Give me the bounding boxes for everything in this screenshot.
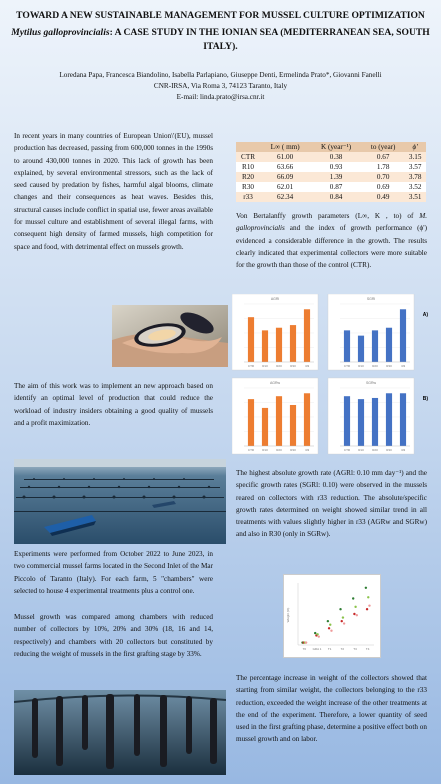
bar [276, 328, 282, 362]
table-row [236, 182, 426, 192]
table-row [236, 172, 426, 182]
table-row [236, 152, 426, 162]
x-tick-label: T2 [340, 647, 345, 651]
table-cell: 0.67 [376, 153, 390, 161]
vonb-species: M. galloprovincialis [236, 212, 427, 233]
x-tick-label: R10 [262, 364, 268, 368]
table-cell: 62.34 [277, 193, 294, 201]
bar-chart-sgrl [328, 294, 414, 370]
scatter-point [354, 606, 356, 608]
bar [344, 330, 350, 362]
scatter-point [365, 587, 367, 589]
x-tick-label: CTR [343, 364, 351, 368]
table-cell: 0.87 [329, 183, 343, 191]
bar [400, 309, 406, 362]
x-tick-label: r33 [304, 364, 310, 368]
scatter-point [305, 641, 307, 643]
weight-scatter-chart [283, 574, 381, 658]
scatter-point [352, 597, 354, 599]
x-tick-label: T1 [327, 647, 332, 651]
x-tick-label: R20 [372, 448, 378, 452]
x-tick-label: T3 [353, 647, 357, 651]
x-tick-label: R30 [386, 448, 392, 452]
mussel-farm-photo [14, 459, 226, 544]
bar [372, 398, 378, 446]
bar [248, 317, 254, 362]
bar [386, 393, 392, 446]
table-header-cell [236, 142, 260, 152]
table-header-cell: L∞ ( mm) [270, 143, 300, 151]
x-tick-label: r33 [400, 448, 406, 452]
bar-chart-agrw [232, 378, 318, 454]
affiliation: CNR-IRSA, Via Roma 3, 74123 Taranto, Italy [153, 82, 288, 90]
scatter-point [330, 629, 332, 631]
table-cell: R30 [242, 183, 255, 191]
methods-paragraph-1: Experiments were performed from October 2022 to June 2023, in two commercial mussel farms located in the Second Inlet of the Mar Piccolo of Taranto (Italy). For each farm, 5 "chambers" were selected to house 4 experimental treatments plus a control one. [14, 550, 213, 595]
scatter-point [327, 620, 329, 622]
x-tick-label: T4 [365, 647, 370, 651]
bar [304, 309, 310, 362]
growth-rate-charts [232, 294, 432, 462]
table-cell: 3.51 [408, 193, 422, 201]
bar [358, 336, 364, 362]
bar [290, 405, 296, 446]
table-cell: 3.57 [408, 163, 422, 171]
table-cell: R20 [242, 173, 255, 181]
table-cell: 3.52 [408, 183, 422, 191]
farm-sea-image [14, 459, 226, 544]
x-tick-label: CTR [247, 364, 255, 368]
panel-label: B) [422, 396, 428, 402]
poster-title-line1: TOWARD A NEW SUSTAINABLE MANAGEMENT FOR MUSSEL CULTURE OPTIMIZATION [16, 10, 425, 21]
title-rest: : A CASE STUDY IN THE IONIAN SEA (MEDITERRANEAN SEA, SOUTH ITALY). [109, 27, 430, 52]
authors: Loredana Papa, Francesca Biandolino, Isabella Parlapiano, Giuseppe Denti, Ermelinda Prato*, Giovanni Fanelli [59, 71, 382, 79]
table-cell: 61.00 [277, 153, 294, 161]
bar [344, 396, 350, 446]
table-cell: 0.93 [329, 163, 343, 171]
bar [358, 399, 364, 446]
x-tick-label: r33 [400, 364, 406, 368]
table-cell: 66.09 [277, 173, 294, 181]
scatter-point [339, 608, 341, 610]
table-cell: 0.49 [376, 193, 390, 201]
x-tick-label: R30 [290, 364, 296, 368]
bar [290, 325, 296, 362]
table-cell: 0.69 [376, 183, 390, 191]
scatter-point [356, 614, 358, 616]
table-header-cell: ϕ' [412, 143, 418, 151]
bar-chart-sgrw [328, 378, 414, 454]
bar [304, 393, 310, 446]
author-block [10, 70, 431, 103]
x-tick-label: GRA 1 [312, 647, 322, 651]
intro-paragraph: In recent years in many countries of European Union\'(EU), mussel production has decreased, passing from 600,000 tonnes in the 1990s to around 430,000 tonnes in 2020. This lack of growth has been explained, by several environmental stressors, such as the lack of seed caused by predation by fishes, harmful algal blooms, climate changes and their consequences as heat waves. Besides this, structural causes include conflict in spatial use, fewer areas available for mussel culture and establishment of several illegal farms, with consequent high density of farmed mussels, high competition for space and food, with detrimental effect on mussels growth. [14, 132, 213, 251]
scatter-point [367, 596, 369, 598]
vonb-text-post: and the index of growth performance (ϕ') evidenced a considerable difference in the growth. The results clearly indicated that experimental collectors were more suitable for the growth than those of the control (CTR). [236, 224, 427, 270]
scatter-point [314, 632, 316, 634]
table-cell: 0.38 [329, 153, 343, 161]
x-tick-label: CTR [343, 448, 351, 452]
agr-paragraph: The highest absolute growth rate (AGRl: 0.10 mm day⁻¹) and the specific growth rates (SGRl: 0.10) were observed in the mussels reared on collectors with r33 reduction. The absolute/specific growth rates determined on weight showed similar trend in all treatments with values slightly higher in r33 (AGRw and SGRw) and also in R30 (only in SGRw). [236, 469, 427, 539]
x-tick-label: r33 [304, 448, 310, 452]
table-cell: R10 [242, 163, 255, 171]
table-cell: 3.15 [408, 153, 422, 161]
table-cell: 0.84 [329, 193, 343, 201]
scatter-point [328, 627, 330, 629]
poster-title-line2 [10, 26, 431, 54]
underwater-collectors-photo [14, 690, 226, 775]
table-cell: 1.78 [376, 163, 390, 171]
x-tick-label: R10 [358, 448, 364, 452]
percentage-paragraph: The percentage increase in weight of the collectors showed that starting from similar weight, the collectors belonging to the r33 reduction, exceeded the weight increase of the other treatments at the end of the experiment. Therefore, a lower quantity of seed used in the first grafting phase, determine a positive effect both on mussel growth and on labor. [236, 674, 427, 744]
panel-label: A) [422, 312, 428, 318]
x-tick-label: R10 [262, 448, 268, 452]
table-cell: 1.39 [329, 173, 343, 181]
bar-chart-agrl [232, 294, 318, 370]
scatter-point [353, 613, 355, 615]
bar [262, 330, 268, 362]
table-cell: CTR [241, 153, 256, 161]
table-header-cell: to (year) [370, 143, 396, 151]
table-cell: r33 [243, 193, 253, 201]
chart-title: SGRw [365, 381, 377, 385]
weight-scatter-svg [284, 575, 380, 657]
methods-paragraph-2: Mussel growth was compared among chambers with reduced number of collectors by 10%, 20% and 30% (18, 16 and 14, respectively) and chambers with 20 collectors but constituted by reducing the weight of mussels in the first grafting stage by 33%. [14, 613, 213, 658]
bar [276, 396, 282, 446]
y-axis-label: Weight (%) [286, 607, 290, 623]
bar [262, 408, 268, 446]
scatter-point [329, 624, 331, 626]
scatter-point [342, 616, 344, 618]
x-tick-label: CTR [247, 448, 255, 452]
bar [400, 393, 406, 446]
mussel-hand-photo [112, 305, 228, 367]
growth-rate-chart-svg [232, 294, 432, 462]
table-cell: 3.78 [408, 173, 422, 181]
table-cell: 62.01 [277, 183, 294, 191]
x-tick-label: R20 [276, 364, 282, 368]
mussel-hand-image [112, 305, 228, 367]
chart-title: AGRw [269, 381, 281, 385]
x-tick-label: R30 [290, 448, 296, 452]
title-species: Mytilus galloprovincialis [11, 27, 110, 38]
bar [386, 328, 392, 362]
underwater-image [14, 690, 226, 775]
chart-title: AGRl [270, 297, 280, 301]
x-tick-label: R20 [276, 448, 282, 452]
scatter-point [343, 622, 345, 624]
bar [372, 330, 378, 362]
growth-parameter-table [236, 142, 426, 202]
scatter-point [341, 620, 343, 622]
table-row [236, 192, 426, 202]
vonb-table [236, 142, 426, 202]
aim-paragraph: The aim of this work was to implement an new approach based on identify an optimal level of production that could reduce the workload of industry insiders obtaining a good quality of mussels and a profit maximization. [14, 382, 213, 427]
x-tick-label: R10 [358, 364, 364, 368]
vonb-paragraph [236, 210, 427, 271]
x-tick-label: R30 [386, 364, 392, 368]
email: E-mail: linda.prato@irsa.cnr.it [176, 93, 265, 101]
table-header-row [236, 142, 426, 152]
scatter-point [318, 635, 320, 637]
table-row [236, 162, 426, 172]
x-tick-label: R20 [372, 364, 378, 368]
table-header-cell: K (year⁻¹) [321, 143, 352, 151]
scatter-point [316, 633, 318, 635]
vonb-text-pre: Von Bertalanffy growth parameters (L∞, K , to) of [236, 212, 420, 220]
table-cell: 63.66 [277, 163, 294, 171]
chart-title: SGRl [366, 297, 376, 301]
bar [248, 399, 254, 446]
table-cell: 0.70 [376, 173, 390, 181]
x-tick-label: T0 [302, 647, 307, 651]
scatter-point [366, 608, 368, 610]
scatter-point [368, 604, 370, 606]
